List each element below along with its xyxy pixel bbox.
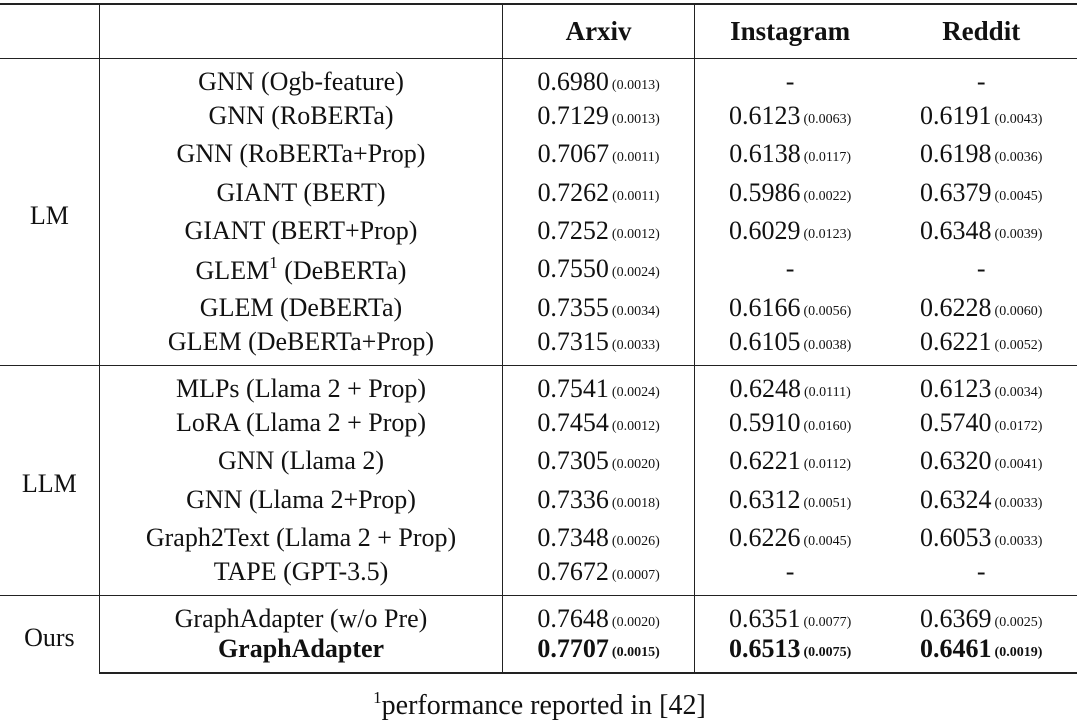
score-std: (0.0012) bbox=[611, 418, 660, 434]
arxiv-score-cell bbox=[503, 135, 695, 173]
table-header-row bbox=[0, 4, 1077, 59]
header-group-cell bbox=[0, 4, 99, 59]
score-value: 0.6123 bbox=[728, 101, 801, 131]
score-std: (0.0012) bbox=[611, 227, 660, 243]
reddit-score-cell bbox=[885, 595, 1077, 634]
score-std: (0.0052) bbox=[994, 337, 1043, 353]
score-value: 0.7707 bbox=[537, 633, 609, 663]
arxiv-score-cell bbox=[503, 59, 695, 98]
reddit-score-cell bbox=[885, 519, 1077, 557]
score-std: (0.0160) bbox=[803, 418, 852, 434]
score-value: 0.6461 bbox=[920, 633, 992, 663]
table-row bbox=[0, 480, 1077, 518]
method-cell bbox=[99, 365, 503, 404]
reddit-score-cell bbox=[885, 327, 1077, 366]
score-value: 0.6221 bbox=[729, 446, 801, 476]
score-value: 0.6123 bbox=[920, 373, 992, 403]
score-std: (0.0038) bbox=[803, 337, 852, 353]
method-name: GNN (Llama 2+Prop) bbox=[186, 484, 416, 514]
reddit-score-cell bbox=[885, 480, 1077, 518]
score-value: 0.7252 bbox=[537, 216, 609, 246]
instagram-score-cell bbox=[694, 327, 885, 366]
instagram-score-cell bbox=[694, 404, 885, 442]
group-label: LLM bbox=[0, 365, 99, 595]
arxiv-score-cell bbox=[503, 250, 695, 288]
method-cell bbox=[99, 634, 503, 673]
header-method-cell bbox=[99, 4, 503, 59]
score-std: (0.0020) bbox=[611, 614, 660, 630]
score-value: 0.6029 bbox=[728, 216, 801, 246]
arxiv-score-cell bbox=[503, 442, 695, 480]
score-value: 0.7355 bbox=[537, 292, 609, 322]
score-value: 0.7315 bbox=[537, 326, 609, 356]
score-value: 0.6166 bbox=[728, 292, 801, 322]
score-value: 0.5740 bbox=[920, 407, 992, 437]
score-std: (0.0033) bbox=[611, 337, 660, 353]
results-table bbox=[0, 3, 1077, 674]
method-cell bbox=[99, 442, 503, 480]
score-value: 0.7262 bbox=[537, 177, 610, 207]
header-instagram: Instagram bbox=[694, 4, 885, 59]
score-std: (0.0063) bbox=[803, 112, 852, 128]
table-row bbox=[0, 442, 1077, 480]
instagram-score-cell bbox=[694, 365, 885, 404]
arxiv-score-cell bbox=[503, 595, 695, 634]
score-std: (0.0013) bbox=[611, 112, 660, 128]
table-row bbox=[0, 288, 1077, 326]
arxiv-score-cell bbox=[503, 174, 695, 212]
table-row bbox=[0, 634, 1077, 673]
score-value: 0.6324 bbox=[920, 484, 992, 514]
table-row bbox=[0, 595, 1077, 634]
score-std: (0.0045) bbox=[994, 188, 1043, 204]
method-cell bbox=[99, 480, 503, 518]
score-value: 0.7550 bbox=[537, 254, 609, 284]
method-suffix: (DeBERTa) bbox=[277, 255, 407, 285]
instagram-score-cell bbox=[694, 97, 885, 135]
footnote-mark: 1 bbox=[373, 688, 382, 707]
score-value: - bbox=[785, 254, 795, 284]
score-std: (0.0060) bbox=[994, 303, 1043, 319]
table-row bbox=[0, 557, 1077, 596]
score-value: 0.7129 bbox=[537, 101, 609, 131]
method-cell bbox=[99, 519, 503, 557]
method-cell bbox=[99, 97, 503, 135]
arxiv-score-cell bbox=[503, 327, 695, 366]
method-name: GraphAdapter (w/o Pre) bbox=[174, 603, 428, 633]
reddit-score-cell bbox=[885, 634, 1077, 673]
method-name: GNN (RoBERTa) bbox=[208, 101, 394, 131]
score-value: - bbox=[976, 556, 986, 586]
method-name: GLEM (DeBERTa+Prop) bbox=[167, 326, 435, 356]
score-std: (0.0022) bbox=[803, 188, 852, 204]
score-std: (0.0033) bbox=[994, 533, 1043, 549]
score-std: (0.0025) bbox=[994, 614, 1043, 630]
footnote bbox=[0, 688, 1079, 722]
score-std: (0.0026) bbox=[611, 533, 660, 549]
score-std: (0.0112) bbox=[803, 457, 852, 473]
method-name: TAPE (GPT-3.5) bbox=[213, 556, 389, 586]
arxiv-score-cell bbox=[503, 557, 695, 596]
score-value: - bbox=[976, 67, 986, 96]
method-cell bbox=[99, 250, 503, 288]
score-value: 0.6312 bbox=[728, 484, 801, 514]
method-name: GLEM bbox=[195, 255, 270, 285]
reddit-score-cell bbox=[885, 442, 1077, 480]
score-value: 0.6248 bbox=[729, 373, 801, 403]
method-name: GIANT (BERT+Prop) bbox=[184, 216, 418, 246]
method-name: LoRA (Llama 2 + Prop) bbox=[175, 407, 427, 437]
score-std: (0.0033) bbox=[994, 495, 1043, 511]
method-name: GraphAdapter bbox=[217, 633, 385, 663]
score-value: 0.6348 bbox=[920, 216, 992, 246]
score-std: (0.0075) bbox=[803, 644, 852, 660]
score-std: (0.0013) bbox=[611, 78, 660, 93]
score-value: - bbox=[785, 556, 795, 586]
score-value: 0.6053 bbox=[920, 522, 992, 552]
score-std: (0.0041) bbox=[994, 457, 1043, 473]
score-value: 0.6980 bbox=[537, 67, 609, 96]
score-std: (0.0111) bbox=[803, 384, 851, 400]
score-value: 0.6191 bbox=[920, 101, 992, 131]
group-label: Ours bbox=[0, 595, 99, 673]
table-row bbox=[0, 404, 1077, 442]
table-row bbox=[0, 365, 1077, 404]
arxiv-score-cell bbox=[503, 634, 695, 673]
arxiv-score-cell bbox=[503, 288, 695, 326]
method-cell bbox=[99, 327, 503, 366]
score-value: 0.6369 bbox=[920, 603, 992, 633]
score-value: 0.6379 bbox=[920, 177, 992, 207]
method-cell bbox=[99, 557, 503, 596]
instagram-score-cell bbox=[694, 634, 885, 673]
score-std: (0.0015) bbox=[611, 644, 660, 660]
instagram-score-cell bbox=[694, 174, 885, 212]
reddit-score-cell bbox=[885, 212, 1077, 250]
arxiv-score-cell bbox=[503, 97, 695, 135]
arxiv-score-cell bbox=[503, 365, 695, 404]
score-std: (0.0024) bbox=[611, 384, 660, 400]
instagram-score-cell bbox=[694, 59, 885, 98]
header-reddit: Reddit bbox=[885, 4, 1077, 59]
score-std: (0.0011) bbox=[612, 188, 660, 204]
instagram-score-cell bbox=[694, 250, 885, 288]
score-value: 0.7648 bbox=[537, 603, 609, 633]
score-std: (0.0007) bbox=[611, 567, 660, 583]
score-value: 0.7305 bbox=[537, 446, 609, 476]
score-value: 0.5986 bbox=[728, 177, 801, 207]
score-value: 0.6351 bbox=[728, 603, 801, 633]
score-std: (0.0117) bbox=[803, 150, 852, 166]
table-row bbox=[0, 59, 1077, 98]
arxiv-score-cell bbox=[503, 480, 695, 518]
score-value: 0.6228 bbox=[920, 292, 992, 322]
score-value: 0.6221 bbox=[920, 326, 992, 356]
reddit-score-cell bbox=[885, 97, 1077, 135]
table-row bbox=[0, 212, 1077, 250]
table-row bbox=[0, 135, 1077, 173]
score-std: (0.0039) bbox=[994, 227, 1043, 243]
table-body bbox=[0, 59, 1077, 673]
score-value: 0.6226 bbox=[728, 522, 801, 552]
score-std: (0.0077) bbox=[803, 614, 852, 630]
score-std: (0.0172) bbox=[994, 418, 1043, 434]
method-name: GIANT (BERT) bbox=[216, 177, 386, 207]
score-value: 0.5910 bbox=[728, 407, 801, 437]
table-row bbox=[0, 519, 1077, 557]
method-name: Graph2Text (Llama 2 + Prop) bbox=[145, 522, 457, 552]
method-cell bbox=[99, 59, 503, 98]
method-cell bbox=[99, 404, 503, 442]
score-value: 0.7541 bbox=[537, 373, 609, 403]
instagram-score-cell bbox=[694, 519, 885, 557]
table-row bbox=[0, 174, 1077, 212]
table-row bbox=[0, 327, 1077, 366]
header-arxiv: Arxiv bbox=[503, 4, 695, 59]
method-cell bbox=[99, 174, 503, 212]
method-name: GNN (Llama 2) bbox=[217, 446, 385, 476]
score-std: (0.0034) bbox=[611, 303, 660, 319]
method-name: GNN (Ogb-feature) bbox=[198, 67, 404, 96]
arxiv-score-cell bbox=[503, 404, 695, 442]
instagram-score-cell bbox=[694, 288, 885, 326]
method-name: GNN (RoBERTa+Prop) bbox=[176, 139, 426, 169]
reddit-score-cell bbox=[885, 250, 1077, 288]
score-std: (0.0123) bbox=[803, 227, 852, 243]
score-std: (0.0018) bbox=[611, 495, 660, 511]
method-name: GLEM (DeBERTa) bbox=[199, 292, 403, 322]
method-cell bbox=[99, 212, 503, 250]
score-std: (0.0045) bbox=[803, 533, 852, 549]
score-std: (0.0043) bbox=[994, 112, 1043, 128]
reddit-score-cell bbox=[885, 557, 1077, 596]
table-row bbox=[0, 97, 1077, 135]
method-cell bbox=[99, 288, 503, 326]
score-std: (0.0011) bbox=[612, 150, 660, 166]
score-value: 0.7336 bbox=[537, 484, 609, 514]
score-value: - bbox=[785, 67, 795, 96]
score-std: (0.0036) bbox=[994, 150, 1043, 166]
score-value: 0.7672 bbox=[537, 556, 609, 586]
reddit-score-cell bbox=[885, 404, 1077, 442]
reddit-score-cell bbox=[885, 135, 1077, 173]
arxiv-score-cell bbox=[503, 519, 695, 557]
group-label: LM bbox=[29, 200, 69, 230]
score-std: (0.0020) bbox=[611, 457, 660, 473]
arxiv-score-cell bbox=[503, 212, 695, 250]
instagram-score-cell bbox=[694, 442, 885, 480]
score-value: 0.6513 bbox=[728, 633, 801, 663]
score-value: 0.6198 bbox=[920, 139, 992, 169]
instagram-score-cell bbox=[694, 595, 885, 634]
table-row bbox=[0, 250, 1077, 288]
reddit-score-cell bbox=[885, 288, 1077, 326]
reddit-score-cell bbox=[885, 59, 1077, 98]
score-value: 0.6138 bbox=[729, 139, 801, 169]
method-cell bbox=[99, 595, 503, 634]
score-std: (0.0056) bbox=[803, 303, 852, 319]
reddit-score-cell bbox=[885, 174, 1077, 212]
instagram-score-cell bbox=[694, 480, 885, 518]
score-value: 0.7348 bbox=[537, 522, 609, 552]
footnote-ref: 1 bbox=[269, 252, 278, 272]
score-std: (0.0024) bbox=[611, 265, 660, 281]
method-cell bbox=[99, 135, 503, 173]
score-value: 0.7067 bbox=[537, 139, 610, 169]
score-std: (0.0034) bbox=[994, 384, 1043, 400]
score-value: 0.7454 bbox=[537, 407, 609, 437]
reddit-score-cell bbox=[885, 365, 1077, 404]
score-value: 0.6320 bbox=[920, 446, 992, 476]
score-std: (0.0019) bbox=[994, 644, 1043, 660]
score-value: 0.6105 bbox=[728, 326, 801, 356]
score-std: (0.0051) bbox=[803, 495, 852, 511]
instagram-score-cell bbox=[694, 212, 885, 250]
instagram-score-cell bbox=[694, 557, 885, 596]
method-name: MLPs (Llama 2 + Prop) bbox=[175, 373, 427, 403]
instagram-score-cell bbox=[694, 135, 885, 173]
footnote-text: performance reported in [42] bbox=[381, 690, 706, 721]
score-value: - bbox=[976, 254, 986, 284]
